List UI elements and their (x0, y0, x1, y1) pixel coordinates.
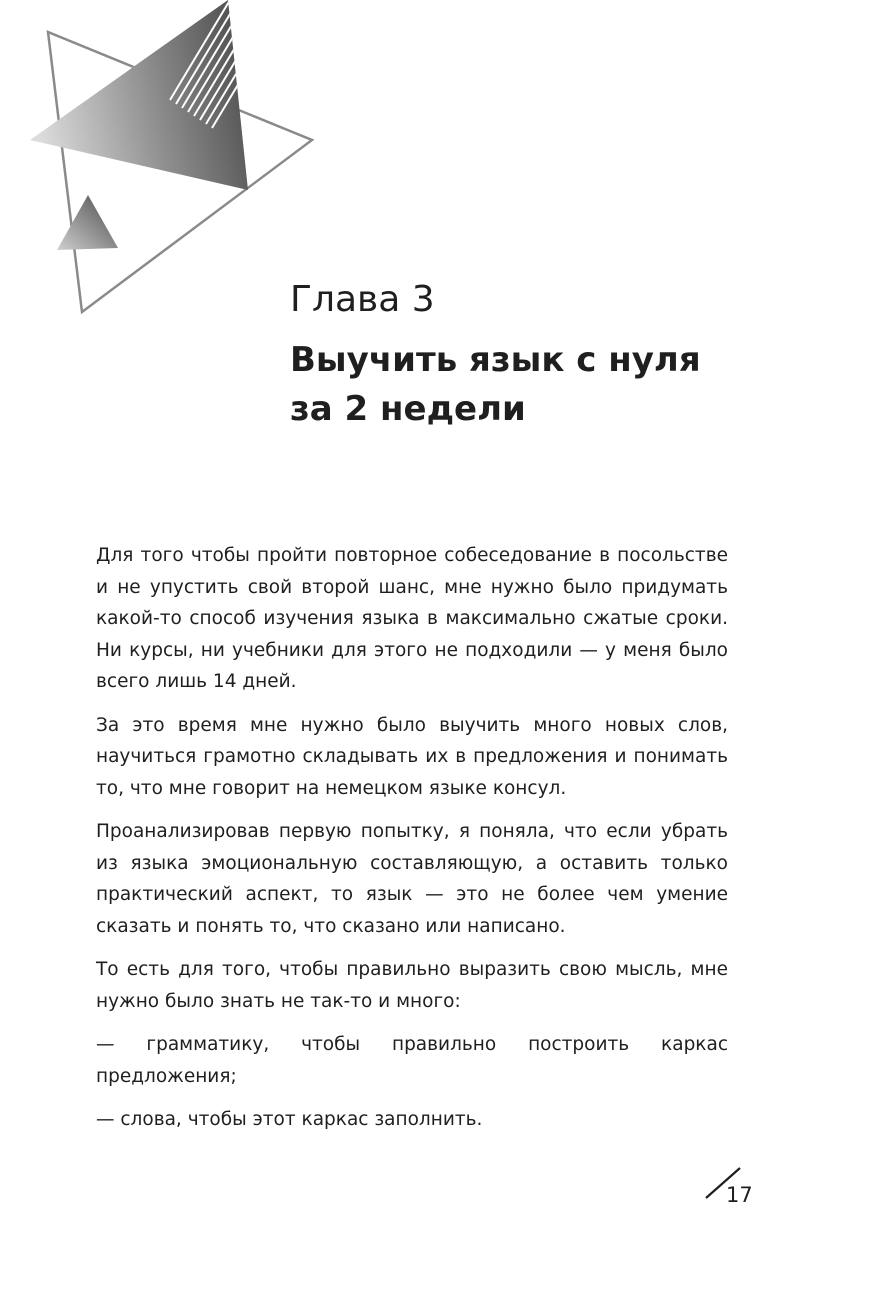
list-item: — слова, чтобы этот каркас заполнить. (96, 1109, 483, 1130)
page-number-area (700, 1160, 760, 1220)
chapter-title (290, 336, 730, 434)
body-text (96, 540, 728, 1148)
chapter-title-line: за 2 недели (290, 389, 526, 429)
paragraph: Для того чтобы пройти повторное собеседование в посольстве и не упустить свой второй шанс, мне нужно было придумать какой-то способ изучения языка в максимально сжатые сроки. Ни курсы, ни учебники для этого не подходили — у меня было всего лишь 14 дней. (96, 545, 728, 692)
paragraph: То есть для того, чтобы правильно выразить свою мысль, мне нужно было знать не так-то и много: (96, 959, 728, 1012)
gradient-triangle-small (57, 195, 118, 250)
chapter-title-line: Выучить язык с нуля (290, 340, 701, 380)
list-item: — грамматику, чтобы правильно построить каркас предложения; (96, 1034, 728, 1087)
paragraph: Проанализировав первую попытку, я поняла, что если убрать из языка эмоциональную составляющую, а оставить только практический аспект, то язык — это не более чем умение сказать и понять то, что сказано или написано. (96, 821, 728, 937)
page-number: 17 (726, 1183, 753, 1207)
chapter-label: Глава 3 (290, 279, 435, 320)
paragraph: За это время мне нужно было выучить много новых слов, научиться грамотно складывать их в предложения и понимать то, что мне говорит на немецком языке консул. (96, 714, 728, 799)
